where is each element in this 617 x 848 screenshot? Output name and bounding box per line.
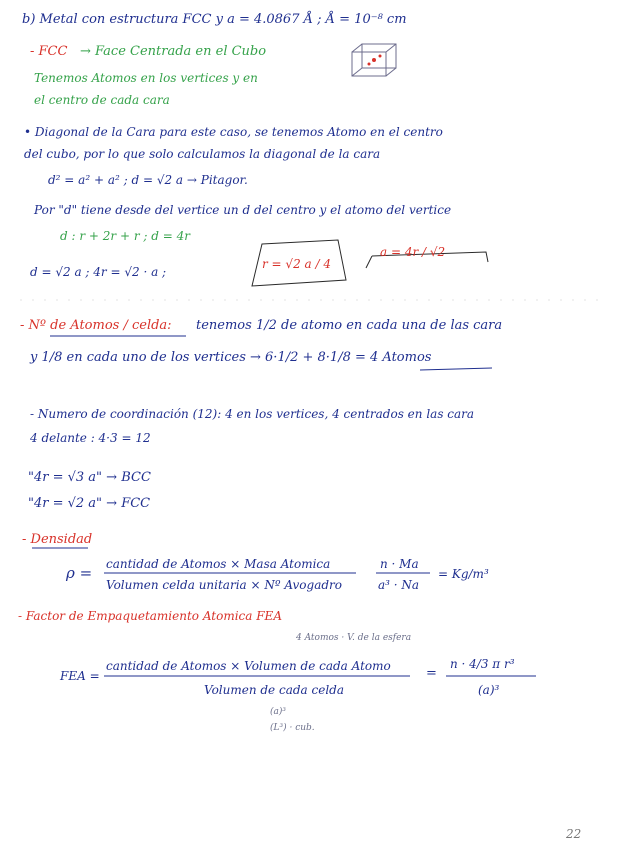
header-line: b) Metal con estructura FCC y a = 4.0867 Å ; Å = 10⁻⁸ cm [22, 12, 407, 27]
fea-rhs-denominator: (a)³ [478, 683, 500, 697]
fea-numerator: cantidad de Atomos × Volumen de cada Atomo [106, 659, 391, 673]
density-frac-num: n · Ma [380, 557, 419, 571]
fea-below2: (L³) · cub. [270, 723, 315, 733]
density-denominator: Volumen celda unitaria × Nº Avogadro [106, 578, 342, 592]
fcc-cube-sketch [352, 44, 396, 76]
fcc-atoms-line1: Tenemos Atomos en los vertices y en [34, 71, 258, 85]
density-units: = Kg/m³ [438, 567, 489, 581]
fcc-atoms-line2: el centro de cada cara [34, 93, 170, 107]
atoms-per-cell-label: - Nº de Atomos / celda: [20, 318, 172, 333]
fea-denominator: Volumen de cada celda [204, 683, 344, 697]
coordination-line1: - Numero de coordinación (12): 4 en los vertices, 4 centrados en las cara [30, 407, 475, 421]
diagonal-line2: del cubo, por lo que solo calculamos la diagonal de la cara [24, 147, 381, 161]
atoms-per-cell-line2: y 1/8 en cada uno de los vertices → 6·1/2 + 8·1/8 = 4 Atomos [30, 350, 432, 365]
density-rho: ρ = [66, 564, 93, 582]
diagonal-line4: Por "d" tiene desde del vertice un d del centro y el atomo del vertice [34, 203, 452, 217]
coordination-line2: 4 delante : 4·3 = 12 [30, 431, 151, 445]
atoms-per-cell-line1: tenemos 1/2 de atomo en cada una de las cara [196, 318, 503, 333]
fea-label: FEA = [60, 669, 100, 683]
diagonal-relation: d = √2 a ; 4r = √2 · a ; [30, 265, 167, 279]
page-number: 22 [566, 827, 582, 841]
diagonal-line1: • Diagonal de la Cara para este caso, se tenemos Atomo en el centro [24, 125, 443, 139]
diagonal-d-eq: d : r + 2r + r ; d = 4r [60, 229, 190, 243]
a-formula: a = 4r / √2 [380, 245, 446, 259]
density-frac-den: a³ · Na [378, 578, 420, 592]
fea-title: - Factor de Empaquetamiento Atomica FEA [18, 609, 282, 623]
density-label: - Densidad [22, 532, 93, 547]
fcc-title-prefix: - FCC [30, 44, 68, 59]
fea-below1: (a)³ [270, 707, 286, 717]
density-numerator: cantidad de Atomos × Masa Atomica [106, 557, 331, 571]
fea-equals: = [426, 666, 437, 681]
fcc-title: → Face Centrada en el Cubo [80, 44, 267, 59]
fea-rhs-numerator: n · 4/3 π r³ [450, 657, 515, 671]
fea-small-note: 4 Atomos · V. de la esfera [296, 633, 412, 643]
diagonal-pythagoras: d² = a² + a² ; d = √2 a → Pitagor. [48, 173, 248, 187]
relation-bcc: "4r = √3 a" → BCC [28, 470, 151, 485]
r-formula: r = √2 a / 4 [262, 257, 331, 271]
relation-fcc: "4r = √2 a" → FCC [28, 496, 151, 511]
